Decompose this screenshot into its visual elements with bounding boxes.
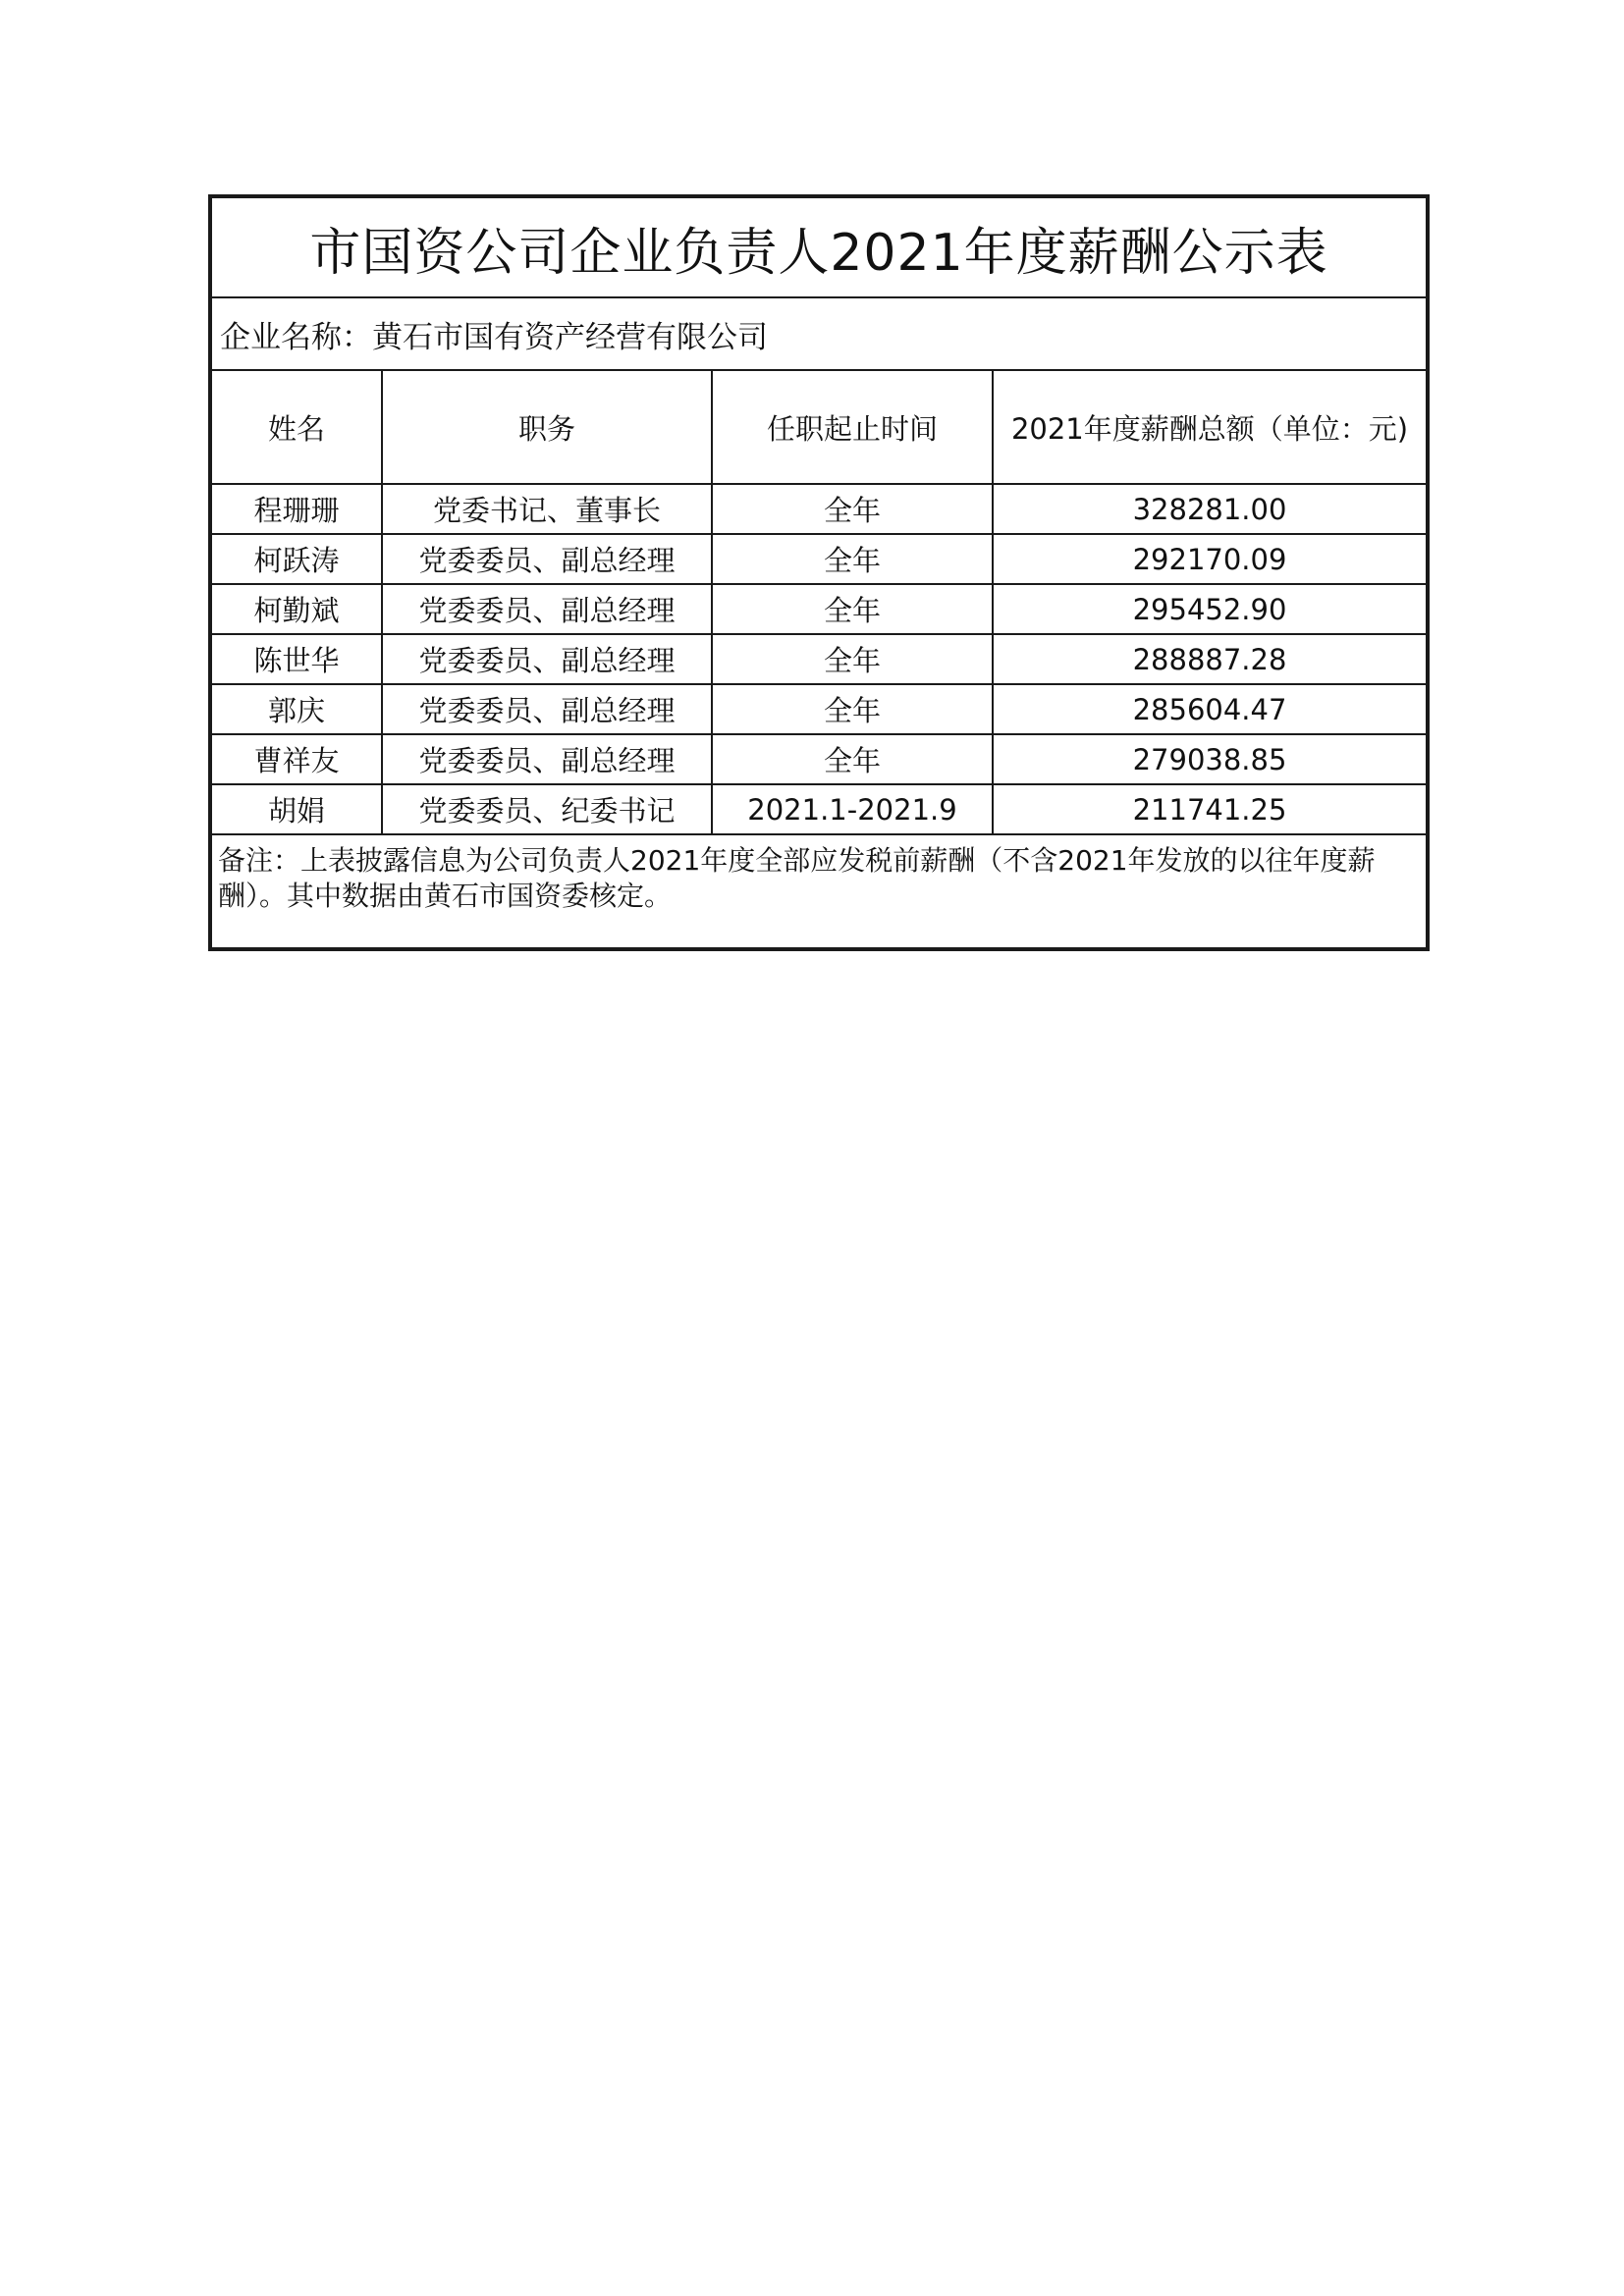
table-row bbox=[210, 684, 1428, 734]
cell-name: 柯勤斌 bbox=[210, 584, 382, 634]
cell-name: 程珊珊 bbox=[210, 484, 382, 534]
company-label: 企业名称： bbox=[220, 319, 372, 355]
salary-table bbox=[208, 194, 1430, 951]
header-position: 职务 bbox=[382, 370, 712, 484]
header-salary: 2021年度薪酬总额（单位：元) bbox=[993, 370, 1428, 484]
cell-salary: 292170.09 bbox=[993, 534, 1428, 584]
table-row bbox=[210, 534, 1428, 584]
cell-salary: 288887.28 bbox=[993, 634, 1428, 684]
cell-salary: 328281.00 bbox=[993, 484, 1428, 534]
cell-term: 2021.1-2021.9 bbox=[712, 784, 993, 834]
cell-position: 党委委员、副总经理 bbox=[382, 734, 712, 784]
table-title: 市国资公司企业负责人2021年度薪酬公示表 bbox=[210, 196, 1428, 297]
cell-salary: 295452.90 bbox=[993, 584, 1428, 634]
table-row bbox=[210, 734, 1428, 784]
cell-term: 全年 bbox=[712, 634, 993, 684]
title-row bbox=[210, 196, 1428, 297]
cell-position: 党委委员、副总经理 bbox=[382, 684, 712, 734]
cell-position: 党委委员、副总经理 bbox=[382, 584, 712, 634]
cell-name: 柯跃涛 bbox=[210, 534, 382, 584]
company-row bbox=[210, 297, 1428, 370]
cell-term: 全年 bbox=[712, 684, 993, 734]
table-row bbox=[210, 584, 1428, 634]
cell-position: 党委委员、副总经理 bbox=[382, 634, 712, 684]
cell-salary: 285604.47 bbox=[993, 684, 1428, 734]
cell-position: 党委委员、纪委书记 bbox=[382, 784, 712, 834]
cell-name: 郭庆 bbox=[210, 684, 382, 734]
header-term: 任职起止时间 bbox=[712, 370, 993, 484]
cell-salary: 211741.25 bbox=[993, 784, 1428, 834]
cell-position: 党委委员、副总经理 bbox=[382, 534, 712, 584]
salary-disclosure-sheet bbox=[208, 194, 1426, 951]
note-row bbox=[210, 834, 1428, 949]
column-header-row bbox=[210, 370, 1428, 484]
table-row bbox=[210, 634, 1428, 684]
cell-name: 陈世华 bbox=[210, 634, 382, 684]
company-name: 黄石市国有资产经营有限公司 bbox=[372, 319, 768, 355]
cell-name: 曹祥友 bbox=[210, 734, 382, 784]
cell-term: 全年 bbox=[712, 584, 993, 634]
note-text: 备注：上表披露信息为公司负责人2021年度全部应发税前薪酬（不含2021年发放的以往年度薪酬）。其中数据由黄石市国资委核定。 bbox=[218, 844, 1376, 912]
table-row bbox=[210, 784, 1428, 834]
cell-term: 全年 bbox=[712, 484, 993, 534]
note-cell bbox=[210, 834, 1428, 949]
table-row bbox=[210, 484, 1428, 534]
header-name: 姓名 bbox=[210, 370, 382, 484]
cell-salary: 279038.85 bbox=[993, 734, 1428, 784]
cell-position: 党委书记、董事长 bbox=[382, 484, 712, 534]
cell-term: 全年 bbox=[712, 534, 993, 584]
company-cell bbox=[210, 297, 1428, 370]
cell-term: 全年 bbox=[712, 734, 993, 784]
cell-name: 胡娟 bbox=[210, 784, 382, 834]
